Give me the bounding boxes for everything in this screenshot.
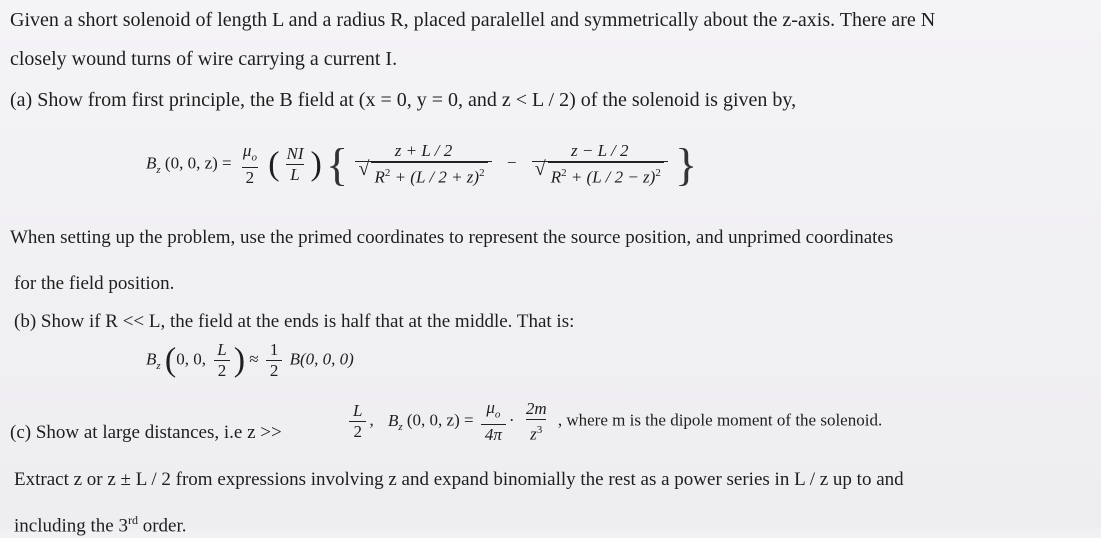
eq-c-comma: , [369, 410, 374, 430]
eq-c-l: L [353, 401, 363, 421]
eq-c-z: z [530, 424, 537, 444]
eq-a-den1-rest: + (L / 2 + z) [390, 167, 480, 187]
eq-c-two: 2 [349, 421, 366, 442]
equation-b: $B_z$ (0, 0, $\frac{L}{2}$ ) ≈ $\frac{1}{2}$ B(0, 0, 0) [146, 340, 354, 380]
eq-a-ni-fraction [283, 144, 308, 185]
part-a-text: (a) Show from first principle, the B field at (x = 0, y = 0, and z < L / 2) of the solenoid is given by, [10, 89, 797, 111]
eq-b-approx: ≈ [249, 349, 259, 369]
eq-c-twom: 2m [525, 398, 547, 418]
eq-a-two: 2 [242, 167, 259, 188]
part-d-text-start: including the 3 [14, 515, 128, 537]
eq-b-l: L [217, 340, 227, 359]
eq-c-args: (0, 0, z) = [406, 410, 474, 430]
eq-a-den2-sq2: 2 [655, 167, 661, 180]
setup-text-line1: When setting up the problem, use the primed coordinates to represent the source position, and unprimed coordinates [10, 227, 894, 248]
equation-a: $B_z$ (0, 0, z) = $\frac{\mu_o}{2}$ ( $\frac{NI}{L}$ ) { z + L / 2 √ $R^2 + (L / 2 + z)^2$ − z − L / 2 √ $R^2 + (L / 2 - z)^2$ } [146, 138, 697, 191]
eq-a-den1-sq2: 2 [479, 167, 485, 180]
eq-c-m-fraction [522, 399, 551, 445]
eq-a-num2: z − L / 2 [571, 141, 629, 161]
eq-a-den2-r: R [550, 167, 562, 187]
eq-c-three: 3 [536, 423, 543, 436]
eq-a-mu-fraction [239, 141, 261, 188]
setup-text-line2: for the field position. [14, 273, 175, 294]
eq-a-num1: z + L / 2 [394, 141, 453, 161]
eq-c-lhs: B [387, 410, 399, 430]
eq-a-term1 [355, 141, 491, 188]
eq-b-l-fraction [213, 340, 230, 381]
eq-b-one: 1 [269, 340, 279, 359]
paragraph-intro-line1: Given a short solenoid of length L and a radius R, placed paralellel and symmetrically about the z-axis. There are N [10, 9, 936, 31]
paragraph-intro-line2: closely wound turns of wire carrying a current I. [10, 48, 398, 70]
eq-a-den1-sq: 2 [384, 167, 391, 180]
eq-c-l-fraction [349, 401, 366, 442]
eq-c-tail: , where m is the dipole moment of the solenoid. [557, 410, 883, 430]
eq-a-minus: − [506, 153, 517, 173]
eq-b-two: 2 [214, 360, 231, 381]
eq-a-ni: NI [286, 144, 304, 163]
eq-b-lhs-sub: z [156, 359, 161, 372]
eq-c-dot: · [508, 410, 515, 430]
eq-a-den1-r: R [374, 167, 385, 187]
eq-a-mu-sub: o [251, 151, 257, 164]
eq-a-lhs: B [146, 153, 157, 173]
eq-a-lhs-sub: z [156, 163, 161, 176]
part-d-text-line1: Extract z or z ± L / 2 from expressions involving z and expand binomially the rest as a power series in L / z up to and [14, 469, 904, 490]
eq-c-fourpi: 4π [481, 424, 506, 445]
eq-a-mu: μ [242, 140, 252, 160]
eq-c-lhs-sub: z [398, 420, 403, 433]
part-c-text: (c) Show at large distances, i.e z >> [10, 422, 282, 443]
part-d-text-sup: rd [127, 513, 138, 527]
eq-a-l: L [286, 164, 303, 185]
eq-a-den2-rest: + (L / 2 − z) [566, 167, 656, 187]
eq-b-lhs: B [146, 349, 157, 369]
eq-a-term2 [532, 141, 668, 188]
eq-a-lhs-args: (0, 0, z) = [164, 153, 232, 173]
eq-b-args: 0, 0, [176, 349, 206, 369]
eq-b-rhs: B(0, 0, 0) [289, 349, 354, 369]
part-d-text-line2 [14, 508, 187, 538]
eq-a-den2-sq: 2 [561, 167, 567, 180]
eq-c-mu-fraction [481, 398, 506, 445]
eq-b-two-den: 2 [266, 360, 283, 381]
eq-c-mu-sub: o [494, 408, 501, 421]
eq-c-mu: μ [486, 398, 495, 417]
part-d-text-end: order. [137, 515, 187, 537]
eq-b-half [266, 340, 283, 381]
part-b-text: (b) Show if R << L, the field at the ends is half that at the middle. That is: [14, 311, 575, 332]
equation-c [346, 398, 882, 445]
